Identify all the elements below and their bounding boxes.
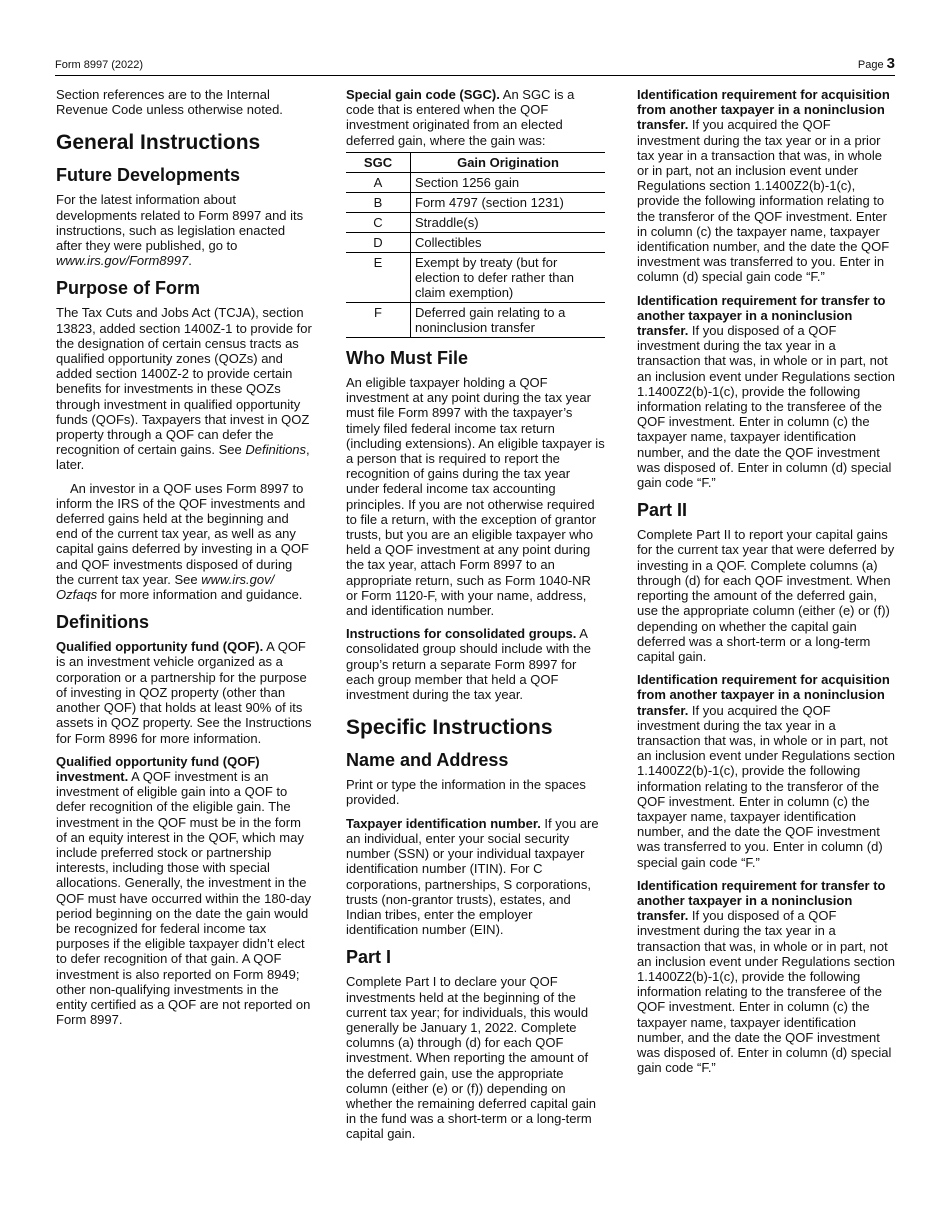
table-row: D Collectibles — [346, 233, 605, 253]
part2-paragraph: Complete Part II to report your capital gains for the current tax year that were deferred by investing in a QOF. Complete columns (a) through (d) for each QOF investment. When reporting the amount of the deferred gain, use the appropriate column (either (e) or (f)) depending on whether the capital gain deferred was a short-term or a long-term capital gain. — [637, 527, 895, 664]
sgc-table — [346, 152, 605, 338]
name-paragraph: Print or type the information in the spaces provided. — [346, 777, 586, 808]
column-2 — [346, 87, 605, 1150]
table-header-row — [346, 152, 605, 172]
investor-paragraph: An investor in a QOF uses Form 8997 to inform the IRS of the QOF investments and deferred gains held at the beginning and end of the current tax year, as well as any capital gains deferred by investing in a QOF and QOF investments disposed of during the current tax year. See www.irs.gov/ Ozfaqs for more information and guidance. — [56, 480, 309, 603]
column-1 — [56, 87, 312, 1035]
sgc-paragraph: Special gain code (SGC). An SGC is a code that is entered when the QOF investment originated from an elected deferred gain, where the gain was: — [346, 87, 575, 148]
tin-paragraph: Taxpayer identification number. If you are an individual, enter your social security number (SSN) or your individual taxpayer identification number (ITIN). For C corporations, partnerships, S corporations, trusts (non-grantor trusts), estates, and Indian tribes, enter the employer identification number (EIN). — [346, 815, 599, 938]
intro-paragraph: Section references are to the Internal Revenue Code unless otherwise noted. — [56, 87, 283, 118]
heading-purpose-of-form: Purpose of Form — [56, 278, 201, 299]
heading-future-developments: Future Developments — [56, 165, 241, 186]
table-row: F Deferred gain relating to a noninclusion transfer — [346, 303, 605, 338]
purpose-paragraph: The Tax Cuts and Jobs Act (TCJA), section 13823, added section 1400Z-1 to provide for the designation of certain census tracts as qualified opportunity zones (QOZs) and added section 1400Z-2 to provide certain benefits for investments in these QOZs through investment in qualified opportunity funds (QOFs). Taxpayers that invest in QOZ property through a QOF can defer the recognition of certain gains. See Definitions, later. — [56, 305, 312, 473]
heading-who-must-file: Who Must File — [346, 348, 468, 369]
table-row: A Section 1256 gain — [346, 173, 605, 193]
header-sgc: SGC — [346, 152, 411, 172]
table-row: E Exempt by treaty (but for election to defer rather than claim exemption) — [346, 253, 605, 303]
table-row: C Straddle(s) — [346, 213, 605, 233]
transfer-requirement-1: Identification requirement for transfer to another taxpayer in a noninclusion transfer. If you disposed of a QOF investment during the tax year in a transaction that was, in whole or in part, not an inclusion event under Regulations section 1.1400Z2(b)-1(c), provide the following information relating to the transferee of the QOF investment. Enter in column (c) the taxpayer name, taxpayer identification number, and the date the QOF investment was disposed of. Enter in column (d) special gain code “F.” — [637, 292, 896, 491]
part1-paragraph: Complete Part I to declare your QOF investments held at the beginning of the current tax year; for individuals, this would generally be January 1, 2022. Complete columns (a) through (d) for each QOF investment. When reporting the amount of the deferred gain, use the appropriate column (either (e) or (f)) depending on whether the remaining deferred capital gain in the fund was a short-term or a long-term capital gain. — [346, 974, 597, 1142]
heading-definitions: Definitions — [56, 612, 149, 633]
form8997-link[interactable]: www.irs.gov/Form8997 — [56, 253, 189, 269]
page-header — [55, 53, 895, 76]
transfer-requirement-2: Identification requirement for transfer to another taxpayer in a noninclusion transfer. If you disposed of a QOF investment during the tax year in a transaction that was, in whole or in part, not an inclusion event under Regulations section 1.1400Z2(b)-1(c), provide the following information relating to the transferee of the QOF investment. Enter in column (c) the taxpayer name, taxpayer identification number, and the date the QOF investment was disposed of. Enter in column (d) special gain code “F.” — [637, 877, 896, 1076]
who-paragraph: An eligible taxpayer holding a QOF investment at any point during the tax year must file Form 8997 with the taxpayer’s timely filed federal income tax return (including extensions). An eligible taxpayer is a person that is required to report the recognition of gains during the tax year under federal income tax accounting principles. If you are not otherwise required to file a return, with the exception of grantor trusts, but you are an eligible taxpayer who held a QOF investment at any point during the tax year, attach Form 8997 to an appropriate return, such as Form 1040-NR or Form 1120-F, with your name, address, and identification number. — [346, 375, 605, 619]
acquisition-requirement-2: Identification requirement for acquisition from another taxpayer in a noninclusion transfer. If you acquired the QOF investment during the tax year in a transaction that was, in whole or in part, not an inclusion event under Regulations section 1.1400Z2(b)-1(c), provide the following information relating to the transferor of the QOF investment. Enter in column (c) the taxpayer name, taxpayer identification number, and the date the QOF investment was transferred to you. Enter in column (d) special gain code “F.” — [637, 672, 896, 870]
future-paragraph: For the latest information about developments related to Form 8997 and its instructions, such as legislation enacted after they were published, go to www.irs.gov/Form8997. — [56, 192, 304, 269]
page-number: Page 3 — [857, 55, 895, 72]
header-gain-origination: Gain Origination — [411, 152, 606, 172]
heading-general-instructions: General Instructions — [56, 131, 261, 155]
table-row: B Form 4797 (section 1231) — [346, 193, 605, 213]
heading-part-2: Part II — [637, 500, 688, 521]
column-3 — [637, 87, 896, 1083]
heading-specific-instructions: Specific Instructions — [346, 716, 553, 740]
acquisition-requirement-1: Identification requirement for acquisition from another taxpayer in a noninclusion transfer. If you acquired the QOF investment during the tax year or in a prior tax year in a transaction that was, in whole or in part, not an inclusion event under Regulations section 1.1400Z2(b)-1(c), provide the following information relating to the transferor of the QOF investment. Enter in column (c) the taxpayer name, taxpayer identification number, and the date the QOF investment was transferred to you. Enter in column (d) special gain code “F.” — [637, 87, 890, 285]
qof-investment-definition: Qualified opportunity fund (QOF) investment. A QOF investment is an investment of eligible gain into a QOF to defer recognition of the eligible gain. The investment in the QOF must be in the form of an equity interest in the QOF, which may include preferred stock or partnership interests, including those with special allocations. Generally, the investment in the QOF must have occurred within the 180-day period beginning on the date the gain would be recognized for federal income tax purposes if the eligible taxpayer didn’t elect to defer recognition of that gain. A QOF investment is also reported on Form 8949; other non-qualifying investments in the entity certified as a QOF are not reported on Form 8997. — [56, 753, 312, 1028]
heading-part-1: Part I — [346, 947, 392, 968]
qof-definition: Qualified opportunity fund (QOF). A QOF is an investment vehicle organized as a corporation or a partnership for the purpose of investing in QOZ property (other than another QOF) that holds at least 90% of its assets in QOZ property. See the Instructions for Form 8996 for more information. — [56, 639, 312, 746]
consolidated-paragraph: Instructions for consolidated groups. A consolidated group should include with the group’s return a separate Form 8997 for each group member that held a QOF investment during the tax year. — [346, 626, 592, 703]
ozfaqs-link[interactable]: www.irs.gov/ Ozfaqs — [56, 571, 275, 603]
heading-name-and-address: Name and Address — [346, 750, 509, 771]
form-id: Form 8997 (2022) — [55, 59, 144, 71]
